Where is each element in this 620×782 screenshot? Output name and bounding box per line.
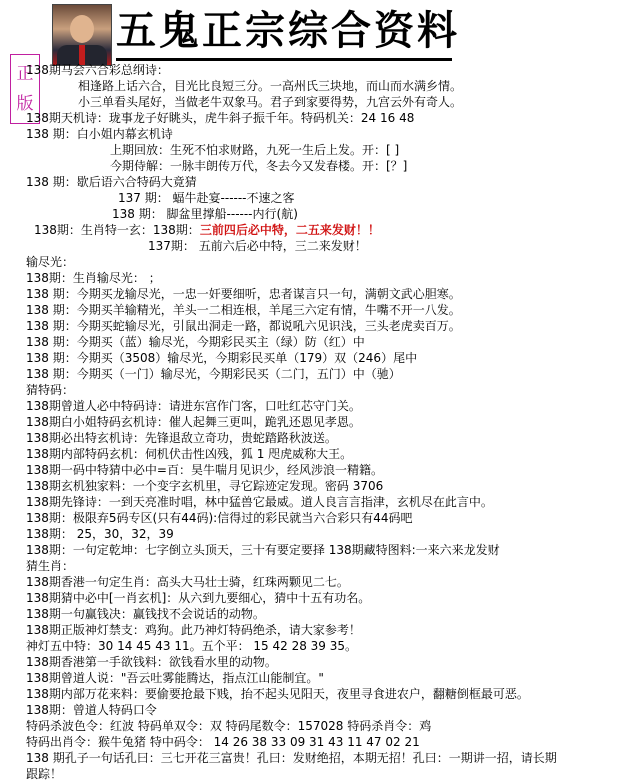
text-line (0, 526, 620, 542)
line-text: 138期一码中特猜中必中=百：昊牛喘月见识少，经风涉浪一精籍。 (26, 463, 383, 477)
text-line (0, 318, 620, 334)
text-line (0, 158, 620, 174)
line-text: 138期曾道人必中特码诗：请进东宫作门客，口吐红芯守门关。 (26, 399, 361, 413)
text-line (0, 414, 620, 430)
text-line (0, 62, 620, 78)
document-body (0, 62, 620, 782)
text-line (0, 750, 620, 766)
text-line (0, 190, 620, 206)
text-line (0, 718, 620, 734)
text-line (0, 430, 620, 446)
line-text: 138期内部特码玄机：伺机伏击性凶残，狐 1 咫虎威称大王。 (26, 447, 353, 461)
text-line (0, 238, 620, 254)
line-text: 上期回放：生死不怕求财路，九死一生后上发。开：[ ] (110, 143, 400, 157)
text-line (0, 446, 620, 462)
line-text: 138期：一句定乾坤：七字倒立头顶天，三十有要定要择 138期藏特图料:一来六来龙发财 (26, 543, 500, 557)
line-text: 138 期： 脚盆里撑船------内行(航) (112, 207, 298, 221)
line-text: 138期：曾道人特码口令 (26, 703, 157, 717)
line-text: 138 期：今期买（蓝）输尽光，今期彩民买主（绿）防（红）中 (26, 335, 365, 349)
line-text: 138 期：今期买龙输尽光，一忠一奸要细听，忠者谋言只一句，满朝文武心胆寒。 (26, 287, 461, 301)
line-text: 138期先锋诗：一到天亮准时唱，林中猛兽它最威。道人良言言指津，玄机尽在此言中。 (26, 495, 493, 509)
text-line (0, 590, 620, 606)
text-line (0, 670, 620, 686)
text-line (0, 334, 620, 350)
line-text: 138期猜中必中[一肖玄机]：从六到九要细心，猜中十五有功名。 (26, 591, 371, 605)
line-text: 137期： 五前六后必中特，三二来发财！ (148, 239, 367, 253)
line-text: 138 期：歇后语六合特码大竟猜 (26, 175, 197, 189)
line-text: 138期：生肖特一玄：138期： (34, 223, 200, 237)
line-text: 相逢路上话六合，目光比良短三分。一高州氏三块地，而山而水满乡情。 (78, 79, 463, 93)
line-text: 138 期：今期买蛇输尽光，引鼠出洞走一路，都说吼六见识浅，三头老虎卖百万。 (26, 319, 461, 333)
line-text: 138 期：今期买（一门）输尽光，今期彩民买（二门，五门）中（驰） (26, 367, 401, 381)
text-line (0, 110, 620, 126)
line-text: 138期正版神灯禁支：鸡狗。此乃神灯特码绝杀，请大家参考！ (26, 623, 361, 637)
stamp-char-2: 版 (16, 94, 34, 114)
text-line (0, 478, 620, 494)
highlight-text: 三前四后必中特，二五来发财！！ (199, 223, 380, 237)
text-line (0, 638, 620, 654)
line-text: 138期香港第一手欲钱料：欲钱看水里的动物。 (26, 655, 277, 669)
line-text: 137 期： 蝠牛赴宴------不速之客 (118, 191, 295, 205)
text-line (0, 494, 620, 510)
line-text: 138 期：白小姐内幕玄机诗 (26, 127, 173, 141)
line-text: 输尽光： (26, 255, 75, 269)
line-text: 138期：极限弃5码专区(只有44码):信得过的彩民就当六合彩只有44码吧 (26, 511, 413, 525)
text-line (0, 254, 620, 270)
text-line (0, 462, 620, 478)
text-line (0, 142, 620, 158)
page-title: 五鬼正宗综合资料 (116, 7, 460, 54)
text-line (0, 654, 620, 670)
text-line (0, 766, 620, 782)
stamp-char-1: 正 (16, 64, 34, 84)
text-line (0, 366, 620, 382)
text-line (0, 302, 620, 318)
line-text: 跟踪！ (26, 767, 63, 781)
text-line (0, 206, 620, 222)
line-text: 138期：生肖输尽光： ； (26, 271, 161, 285)
line-text: 138期： 25，30，32，39 (26, 527, 174, 541)
text-line (0, 510, 620, 526)
portrait-face (70, 15, 94, 43)
text-line (0, 702, 620, 718)
text-line (0, 126, 620, 142)
text-line (0, 542, 620, 558)
title-underline (116, 58, 452, 61)
text-line (0, 78, 620, 94)
text-line (0, 574, 620, 590)
line-text: 猜特码： (26, 383, 75, 397)
text-line (0, 686, 620, 702)
text-line (0, 734, 620, 750)
line-text: 138 期：今期买羊输精光，羊头一二相连根，羊尾三六定有情，牛嘴不开一八发。 (26, 303, 461, 317)
text-line (0, 94, 620, 110)
line-text: 138期一句赢钱决：赢钱找不会说话的动物。 (26, 607, 265, 621)
text-line (0, 398, 620, 414)
line-text: 138 期：今期买（3508）输尽光，今期彩民买单（179）双（246）尾中 (26, 351, 418, 365)
text-line (0, 622, 620, 638)
text-line (0, 382, 620, 398)
text-line (0, 558, 620, 574)
text-line (0, 606, 620, 622)
text-line (0, 286, 620, 302)
text-line (0, 174, 620, 190)
line-text: 小三单看头尾好，当做老牛双象马。君子到家要得势，九宫云外有奇人。 (78, 95, 463, 109)
text-line (0, 222, 620, 238)
line-text: 138 期孔子一句话孔曰：三七开花三富贵！孔曰：发财绝招，本期无招！孔曰：一期讲一招，请长期 (26, 751, 557, 765)
line-text: 138期香港一句定生肖：高头大马壮士骑，红珠两颗见二七。 (26, 575, 349, 589)
text-line (0, 270, 620, 286)
line-text: 138期曾道人说："吾云吐雾能腾达，指点江山能制宜。" (26, 671, 324, 685)
line-text: 特码出肖令：猴牛兔猪 特中码令： 14 26 38 33 09 31 43 11 47 02 21 (26, 735, 420, 749)
line-text: 神灯五中特：30 14 45 43 11。五个平： 15 42 28 39 35。 (26, 639, 358, 653)
line-text: 138期必出特玄机诗：先锋退敌立奇功，贵蛇踏路秋波送。 (26, 431, 337, 445)
line-text: 138期马会六合彩总纲诗： (26, 63, 169, 77)
line-text: 猜生肖： (26, 559, 75, 573)
author-portrait (52, 4, 112, 66)
line-text: 138期白小姐特码玄机诗：催人起舞三更叫，跪乳还恩见孝恩。 (26, 415, 361, 429)
line-text: 特码杀波色令：红波 特码单双令：双 特码尾数令：157028 特码杀肖令：鸡 (26, 719, 432, 733)
line-text: 今期侍解：一脉丰朗传万代，冬去今又发春楼。开：[？] (110, 159, 408, 173)
line-text: 138期天机诗：珑事龙子好眺头，虎牛斜子振千年。特码机关：24 16 48 (26, 111, 415, 125)
line-text: 138期玄机独家料：一个变字玄机里，寻它踪迹定发现。密码 3706 (26, 479, 384, 493)
text-line (0, 350, 620, 366)
line-text: 138期内部万花来料：要偷要抢最下贱，抬不起头见阳天，夜里寻食进农户，翻糖倒框最可恶。 (26, 687, 529, 701)
